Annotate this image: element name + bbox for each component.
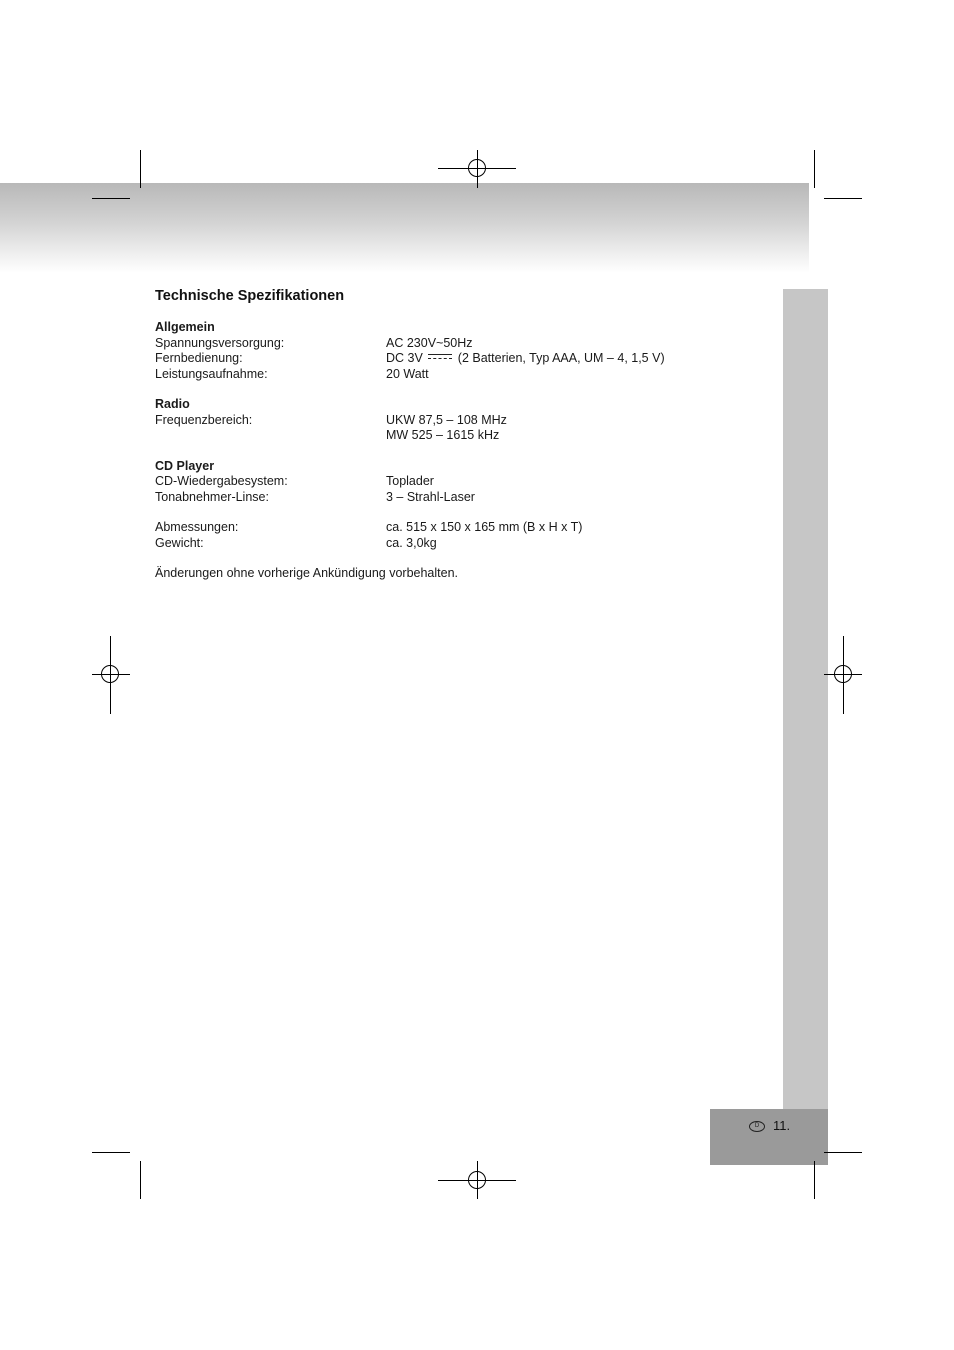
side-band	[783, 289, 828, 1109]
crop-mark	[814, 1161, 815, 1199]
section-heading-cd: CD Player	[155, 458, 215, 473]
spec-label: Leistungsaufnahme:	[155, 366, 268, 381]
page-tab	[710, 1109, 828, 1165]
spec-value: ca. 3,0kg	[386, 535, 437, 550]
spec-row	[155, 367, 755, 383]
spec-row	[155, 536, 755, 552]
page-title: Technische Spezifikationen	[155, 288, 345, 304]
spec-label: Frequenzbereich:	[155, 412, 253, 427]
spec-value: 3 – Strahl-Laser	[386, 489, 475, 504]
spec-value-prefix: DC 3V	[386, 351, 423, 365]
section-heading-radio: Radio	[155, 397, 190, 411]
spec-value: ca. 515 x 150 x 165 mm (B x H x T)	[386, 520, 583, 534]
spec-label: Spannungsversorgung:	[155, 335, 285, 350]
crop-mark	[92, 1152, 130, 1153]
spec-row	[155, 413, 755, 429]
spec-value: UKW 87,5 – 108 MHz	[386, 412, 507, 427]
spec-value: AC 230V~50Hz	[386, 335, 473, 350]
crop-mark	[140, 150, 141, 188]
spec-row	[155, 490, 755, 506]
spec-row	[155, 428, 755, 444]
spec-row	[155, 351, 755, 367]
section-heading-general: Allgemein	[155, 320, 215, 334]
spec-label: Gewicht:	[155, 535, 204, 550]
spec-table	[155, 320, 755, 582]
spec-value-suffix: (2 Batterien, Typ AAA, UM – 4, 1,5 V)	[457, 351, 665, 365]
disclaimer-note: Änderungen ohne vorherige Ankündigung vorbehalten.	[155, 566, 459, 580]
spec-label	[155, 428, 386, 444]
language-badge-icon: D	[749, 1121, 765, 1132]
spec-row	[155, 336, 755, 352]
spec-label: Abmessungen:	[155, 520, 239, 534]
spec-value: Toplader	[386, 474, 434, 488]
crop-mark	[92, 198, 130, 199]
spec-value: 20 Watt	[386, 366, 429, 381]
header-band	[0, 183, 809, 273]
spec-value	[386, 351, 755, 367]
spec-row	[155, 474, 755, 490]
spec-label: Fernbedienung:	[155, 351, 243, 365]
crop-mark	[814, 150, 815, 188]
spec-label: CD-Wiedergabesystem:	[155, 474, 288, 488]
direct-current-icon	[428, 353, 452, 361]
spec-label: Tonabnehmer-Linse:	[155, 489, 269, 504]
spec-value: MW 525 – 1615 kHz	[386, 428, 500, 442]
crop-mark	[140, 1161, 141, 1199]
crop-mark	[824, 198, 862, 199]
spec-row	[155, 520, 755, 536]
crop-mark	[824, 1152, 862, 1153]
page-number: 11.	[773, 1118, 791, 1133]
